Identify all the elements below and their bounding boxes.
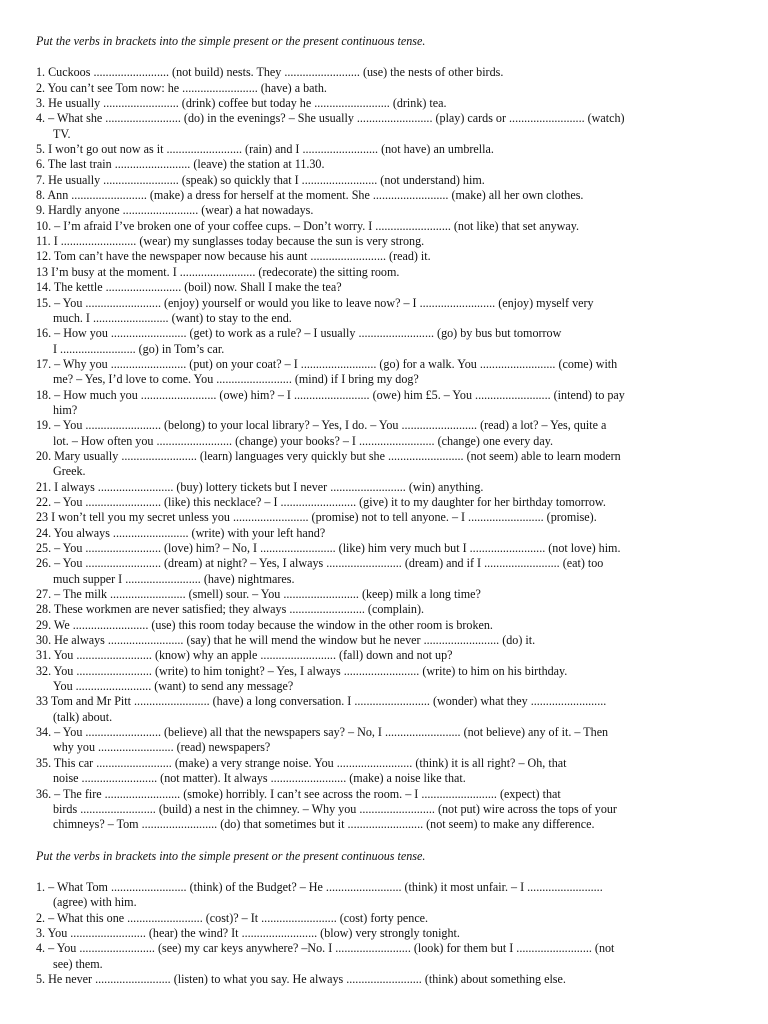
- exercise-item-text: 18. – How much you ......................... (owe) him? – I ......................... (owe) him £5. – You ......................... (intend) to pay: [36, 387, 625, 402]
- exercise-item-continuation: I ......................... (go) in Tom’s car.: [53, 341, 225, 356]
- exercise-item-continuation: (agree) with him.: [53, 895, 137, 910]
- exercise-list: [36, 880, 732, 987]
- exercise-item: [36, 618, 732, 633]
- exercise-item-text: 34. – You ......................... (believe) all that the newspapers say? – No, I ......................... (not believe) any of it. – Then: [36, 725, 609, 740]
- exercise-item: [36, 111, 732, 142]
- exercise-item-text: 3. He usually ......................... (drink) coffee but today he ......................... (drink) tea.: [36, 96, 447, 111]
- exercise-item-continuation: noise ......................... (not matter). It always ......................... (make) a noise like that.: [53, 771, 466, 786]
- exercise-item-continuation: why you ......................... (read) newspapers?: [53, 740, 271, 755]
- exercise-item-text: 8. Ann ......................... (make) a dress for herself at the moment. She ......................... (make) all her own clothes.: [36, 188, 584, 203]
- exercise-item: [36, 81, 732, 96]
- exercise-item-continuation: Greek.: [53, 464, 86, 479]
- exercise-item: [36, 357, 732, 388]
- exercise-item-text: 4. – What she ......................... (do) in the evenings? – She usually ......................... (play) cards or ......................... (watch): [36, 111, 625, 126]
- exercise-item: [36, 926, 732, 941]
- exercise-item-text: 17. – Why you ......................... (put) on your coat? – I ......................... (go) for a walk. You ......................... (come) with: [36, 356, 618, 371]
- exercise-item-text: 7. He usually ......................... (speak) so quickly that I ......................... (not understand) him.: [36, 172, 485, 187]
- exercise-item: [36, 188, 732, 203]
- exercise-item-continuation: birds ......................... (build) a nest in the chimney. – Why you ......................... (not put) wire across the tops of your: [53, 801, 617, 816]
- exercise-item: [36, 972, 732, 987]
- exercise-item-text: 22. – You ......................... (like) this necklace? – I ......................... (give) it to my daughter for her birthday tomorrow.: [36, 494, 606, 509]
- exercise-item-text: 3. You ......................... (hear) the wind? It ......................... (blow) very strongly tonight.: [36, 925, 460, 940]
- exercise-item: [36, 526, 732, 541]
- exercise-item: [36, 756, 732, 787]
- exercise-list: [36, 65, 732, 832]
- exercise-item-text: 25. – You ......................... (love) him? – No, I ......................... (like) him very much but I ......................... (not love) him.: [36, 541, 621, 555]
- exercise-item: [36, 203, 732, 218]
- exercise-item: [36, 725, 732, 756]
- exercise-item-text: 12. Tom can’t have the newspaper now because his aunt ......................... (read) it.: [36, 249, 431, 264]
- exercise-item-text: 33 Tom and Mr Pitt ......................... (have) a long conversation. I ......................... (wonder) what they .........................: [36, 694, 607, 709]
- exercise-item-text: 5. I won’t go out now as it ......................... (rain) and I ......................... (not have) an umbrella.: [36, 142, 494, 157]
- exercise-item-text: 30. He always ......................... (say) that he will mend the window but he never ......................... (do) it.: [36, 633, 536, 648]
- exercise-item: [36, 787, 732, 833]
- exercise-item: [36, 633, 732, 648]
- exercise-item-text: 1. – What Tom ......................... (think) of the Budget? – He ......................... (think) it most unfair. – I .........................: [36, 879, 603, 894]
- exercise-item: [36, 173, 732, 188]
- exercise-item-continuation: (talk) about.: [53, 709, 113, 724]
- exercise-item-text: 32. You ......................... (write) to him tonight? – Yes, I always ......................... (write) to him on his birthday.: [36, 663, 568, 678]
- exercise-item: [36, 265, 732, 280]
- exercise-item: [36, 388, 732, 419]
- exercise-item-continuation: TV.: [53, 126, 71, 141]
- exercise-item-text: 1. Cuckoos ......................... (not build) nests. They ......................... (use) the nests of other birds.: [36, 65, 504, 80]
- exercise-item-text: 27. – The milk ......................... (smell) sour. – You ......................... (keep) milk a long time?: [36, 587, 481, 602]
- exercise-item: [36, 911, 732, 926]
- exercise-item-continuation: much. I ......................... (want) to stay to the end.: [53, 310, 292, 325]
- exercise-sections: [36, 34, 732, 987]
- exercise-item-text: 24. You always ......................... (write) with your left hand?: [36, 525, 326, 540]
- exercise-item: [36, 96, 732, 111]
- exercise-item-text: 35. This car ......................... (make) a very strange noise. You ......................... (think) it is all right? – Oh, that: [36, 755, 567, 770]
- exercise-item: [36, 510, 732, 525]
- exercise-item-continuation: lot. – How often you ......................... (change) your books? – I ......................... (change) one every day.: [53, 433, 553, 448]
- exercise-item: [36, 664, 732, 695]
- exercise-item-text: 29. We ......................... (use) this room today because the window in the other room is broken.: [36, 617, 493, 632]
- exercise-item-continuation: see) them.: [53, 956, 103, 971]
- exercise-section: [36, 849, 732, 988]
- exercise-item-text: 11. I ......................... (wear) my sunglasses today because the sun is very strong.: [36, 234, 425, 249]
- exercise-item: [36, 280, 732, 295]
- exercise-item: [36, 587, 732, 602]
- exercise-item-text: 28. These workmen are never satisfied; they always ......................... (complain).: [36, 602, 425, 617]
- exercise-item-continuation: him?: [53, 402, 78, 417]
- exercise-item: [36, 480, 732, 495]
- exercise-item: [36, 326, 732, 357]
- exercise-item-text: 13 I’m busy at the moment. I ......................... (redecorate) the sitting room.: [36, 264, 400, 279]
- exercise-item-continuation: You ......................... (want) to send any message?: [53, 679, 294, 694]
- exercise-item: [36, 249, 732, 264]
- exercise-item-text: 9. Hardly anyone ......................... (wear) a hat nowadays.: [36, 203, 314, 218]
- exercise-item-text: 2. – What this one ......................... (cost)? – It ......................... (cost) forty pence.: [36, 910, 429, 925]
- exercise-item-text: 21. I always ......................... (buy) lottery tickets but I never ......................... (win) anything.: [36, 479, 484, 494]
- exercise-item: [36, 418, 732, 449]
- exercise-item-continuation: chimneys? – Tom ......................... (do) that sometimes but it ......................... (not seem) to make any difference.: [53, 817, 595, 832]
- exercise-item: [36, 556, 732, 587]
- exercise-item: [36, 157, 732, 172]
- exercise-item-text: 14. The kettle ......................... (boil) now. Shall I make the tea?: [36, 280, 342, 295]
- exercise-item: [36, 234, 732, 249]
- exercise-item: [36, 219, 732, 234]
- exercise-item-text: 31. You ......................... (know) why an apple ......................... (fall) down and not up?: [36, 648, 453, 663]
- exercise-item-text: 5. He never ......................... (listen) to what you say. He always ......................... (think) about something else.: [36, 971, 566, 986]
- exercise-instructions: Put the verbs in brackets into the simple present or the present continuous tense.: [36, 848, 426, 863]
- exercise-item: [36, 495, 732, 510]
- exercise-item-text: 19. – You ......................... (belong) to your local library? – Yes, I do. – You ......................... (read) a lot? – Yes, quite a: [36, 418, 607, 433]
- exercise-section: [36, 34, 732, 833]
- exercise-item: [36, 941, 732, 972]
- exercise-item-text: 16. – How you ......................... (get) to work as a rule? – I usually ......................... (go) by bus but tomorrow: [36, 326, 562, 341]
- exercise-item-text: 15. – You ......................... (enjoy) yourself or would you like to leave now? – I ......................... (enjoy) myself very: [36, 295, 594, 310]
- exercise-item-text: 6. The last train ......................... (leave) the station at 11.30.: [36, 157, 325, 172]
- exercise-item-text: 26. – You ......................... (dream) at night? – Yes, I always ......................... (dream) and if I ......................... (eat) too: [36, 556, 604, 571]
- exercise-item: [36, 880, 732, 911]
- exercise-item-text: 4. – You ......................... (see) my car keys anywhere? –No. I ......................... (look) for them but I ......................... (not: [36, 941, 615, 956]
- exercise-item: [36, 648, 732, 663]
- exercise-item: [36, 694, 732, 725]
- exercise-item: [36, 541, 732, 556]
- exercise-item-continuation: me? – Yes, I’d love to come. You ......................... (mind) if I bring my dog?: [53, 372, 419, 387]
- exercise-item-continuation: much supper I ......................... (have) nightmares.: [53, 571, 295, 586]
- exercise-item-text: 2. You can’t see Tom now: he ......................... (have) a bath.: [36, 80, 327, 95]
- exercise-item-text: 36. – The fire ......................... (smoke) horribly. I can’t see across the room. – I ......................... (expect) that: [36, 786, 561, 801]
- exercise-item: [36, 449, 732, 480]
- exercise-item: [36, 65, 732, 80]
- exercise-instructions: Put the verbs in brackets into the simple present or the present continuous tense.: [36, 34, 426, 48]
- exercise-item: [36, 142, 732, 157]
- exercise-item-text: 20. Mary usually ......................... (learn) languages very quickly but she ......................... (not seem) able to learn modern: [36, 448, 621, 463]
- exercise-item-text: 23 I won’t tell you my secret unless you ......................... (promise) not to tell anyone. – I ......................... (promise).: [36, 510, 597, 525]
- exercise-item: [36, 602, 732, 617]
- exercise-item-text: 10. – I’m afraid I’ve broken one of your coffee cups. – Don’t worry. I ......................... (not like) that set anyway.: [36, 218, 580, 233]
- exercise-item: [36, 296, 732, 327]
